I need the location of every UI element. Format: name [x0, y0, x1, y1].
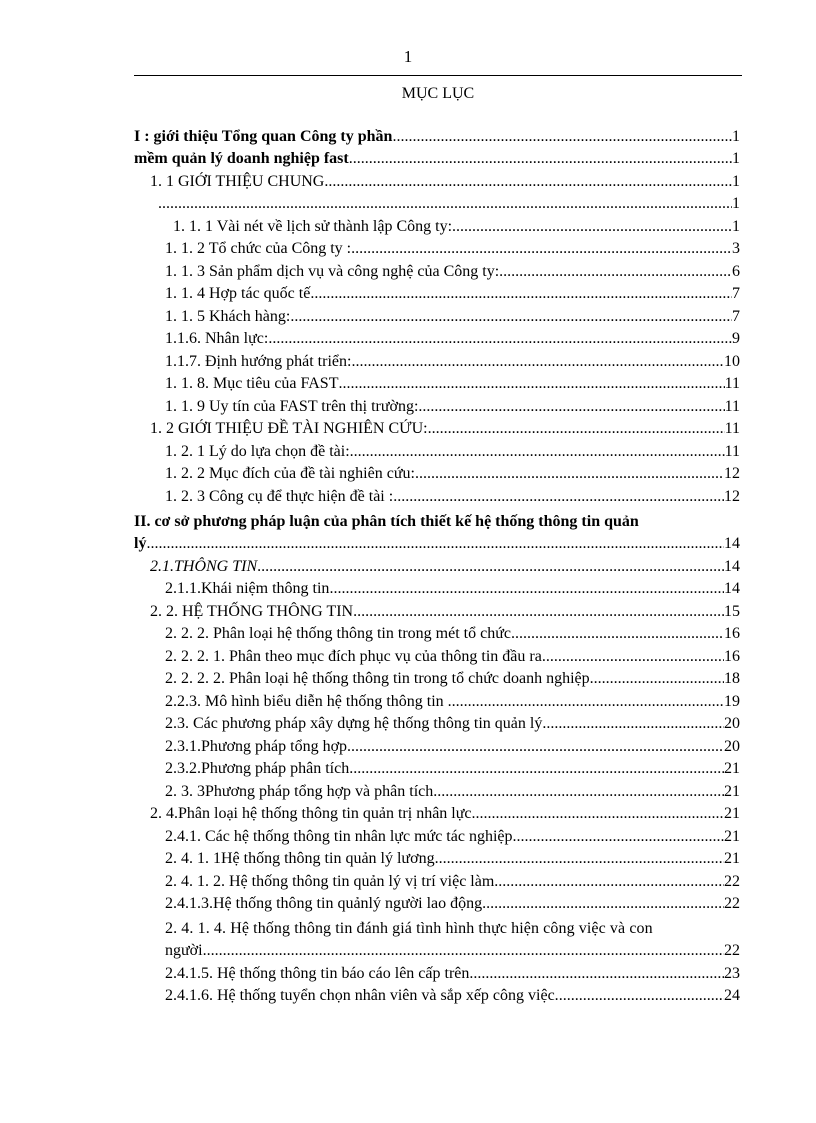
toc-entry-1-2-3[interactable] [165, 486, 740, 508]
toc-leader [290, 306, 732, 328]
toc-entry-1-1-3[interactable] [165, 261, 740, 283]
toc-entry-text: 2.1.1.Khái niệm thông tin [165, 580, 330, 597]
toc-entry-page: 18 [724, 670, 740, 687]
toc-entry-page: 1 [732, 173, 740, 190]
toc-leader [415, 463, 724, 485]
toc-entry-1-1[interactable] [150, 171, 740, 193]
toc-entry-text: người [165, 942, 203, 959]
toc-leader [433, 781, 724, 803]
toc-entry-text: 2. 4. 1. 2. Hệ thống thông tin quản lý vị trí việc làm [165, 873, 495, 890]
toc-entry-2-4[interactable] [150, 803, 740, 825]
toc-entry-text: 1. 2. 1 Lý do lựa chọn đề tài: [165, 443, 350, 460]
toc-leader [314, 283, 732, 305]
toc-leader [542, 713, 724, 735]
toc-entry-page: 21 [724, 760, 740, 777]
toc-entry-part-2-cont[interactable] [134, 533, 740, 555]
toc-entry-text: 2.4.1. Các hệ thống thông tin nhân lực mức tác nghiệp [165, 828, 513, 845]
toc-entry-text: 1. 1. 3 Sản phẩm dịch vụ và công nghệ của Công ty: [165, 263, 500, 280]
toc-entry-page: 7 [732, 285, 740, 302]
toc-leader [392, 126, 732, 148]
header-rule [134, 75, 742, 76]
toc-entry-page: 12 [724, 488, 740, 505]
toc-entry-text: 2. 2. 2. Phân loại hệ thống thông tin trong mét tổ chức [165, 625, 511, 642]
toc-leader [268, 328, 732, 350]
toc-entry-page: 19 [724, 693, 740, 710]
toc-entry-page: 21 [724, 783, 740, 800]
toc-entry-page: 9 [732, 330, 740, 347]
toc-entry-2-3-2[interactable] [165, 758, 740, 780]
toc-entry-2-2-2[interactable] [165, 623, 740, 645]
toc-entry-page: 11 [724, 443, 740, 460]
toc-entry-page: 22 [724, 873, 740, 890]
toc-entry-2-4-1-6[interactable] [165, 985, 740, 1007]
toc-entry-text: 1. 2 GIỚI THIỆU ĐỀ TÀI NGHIÊN CỨU: [150, 420, 428, 437]
toc-title: MỤC LỤC [401, 85, 475, 102]
toc-entry-text: 1. 1. 8. Mục tiêu của FAST [165, 375, 339, 392]
toc-leader [329, 578, 724, 600]
toc-entry-1-2-1[interactable] [165, 441, 740, 463]
toc-entry-page: 11 [724, 420, 740, 437]
toc-leader [328, 171, 732, 193]
toc-entry-1-1-8[interactable] [165, 373, 740, 395]
toc-entry-page: 12 [724, 465, 740, 482]
toc-entry-text: 1. 1. 9 Uy tín của FAST trên thị trường: [165, 398, 419, 415]
toc-leader [499, 261, 732, 283]
toc-entry-page: 14 [724, 580, 740, 597]
toc-leader [494, 871, 724, 893]
toc-entry-part-1-cont[interactable] [134, 148, 740, 170]
toc-leader [349, 148, 732, 170]
toc-leader [203, 940, 724, 962]
toc-entry-text: 1.1.7. Định hướng phát triển: [165, 353, 352, 370]
toc-entry-page: 7 [732, 308, 740, 325]
toc-entry-page: 14 [724, 535, 740, 552]
toc-entry-page: 15 [724, 603, 740, 620]
toc-entry-page: 1 [732, 150, 740, 167]
toc-entry-page: 1 [732, 218, 740, 235]
toc-entry-2-4-1-2[interactable] [165, 871, 740, 893]
toc-leader [347, 736, 724, 758]
toc-leader [418, 396, 724, 418]
toc-entry-2-3-1[interactable] [165, 736, 740, 758]
toc-entry-page: 16 [724, 625, 740, 642]
toc-leader [513, 826, 725, 848]
toc-leader [353, 601, 724, 623]
toc-entry-2-4-1-5[interactable] [165, 963, 740, 985]
toc-leader [146, 533, 724, 555]
toc-entry-1-2[interactable] [150, 418, 740, 440]
toc-leader [594, 668, 724, 690]
toc-entry-text: 1. 2. 3 Công cụ để thực hiện đề tài : [165, 488, 394, 505]
toc-entry-text: 1. 2. 2 Mục đích của đề tài nghiên cứu: [165, 465, 415, 482]
toc-entry-page: 23 [724, 965, 740, 982]
toc-leader [428, 418, 725, 440]
page-number: 1 [403, 47, 413, 66]
toc-leader [338, 373, 724, 395]
toc-entry-page: 22 [724, 895, 740, 912]
toc-entry-text: 2.2.3. Mô hình biểu diễn hệ thống thông tin . [165, 693, 452, 710]
toc-entry-text: 2. 4.Phân loại hệ thống thông tin quản trị nhân lực [150, 805, 472, 822]
toc-entry-text: 2. 4. 1. 1Hệ thống thông tin quản lý lương [165, 850, 435, 867]
toc-entry-text: 2.1.THÔNG TIN [150, 558, 258, 575]
toc-entry-page: 20 [724, 715, 740, 732]
toc-entry-2-1[interactable] [150, 556, 740, 578]
toc-leader [435, 848, 724, 870]
toc-entry-2-1-1[interactable] [165, 578, 740, 600]
toc-leader [452, 691, 724, 713]
toc-leader [472, 803, 724, 825]
toc-entry-text: I : giới thiệu Tổng quan Công ty phần [134, 128, 393, 145]
toc-entry-text: 1. 1. 1 Vài nét về lịch sử thành lập Công ty: [173, 218, 453, 235]
toc-entry-text: mềm quản lý doanh nghiệp fast [134, 150, 349, 167]
toc-entry-part-1[interactable] [134, 126, 740, 148]
toc-entry-page: 16 [724, 648, 740, 665]
toc-entry-2-2-3[interactable] [165, 691, 740, 713]
toc-entry-1-2-2[interactable] [165, 463, 740, 485]
toc-entry-page: 6 [732, 263, 740, 280]
toc-entry-text: 1. 1. 2 Tổ chức của Công ty : [165, 240, 352, 257]
toc-entry-1-1-5[interactable] [165, 306, 740, 328]
toc-entry-2-3[interactable] [165, 713, 740, 735]
toc-entry-page: 11 [724, 398, 740, 415]
toc-entry-page: 1 [732, 195, 740, 212]
toc-entry-page: 14 [724, 558, 740, 575]
toc-entry-text: 2. 2. 2. 2. Phân loại hệ thống thông tin trong tổ chức doanh nghiệp. [165, 670, 594, 687]
toc-entry-2-4-1-1[interactable] [165, 848, 740, 870]
toc-leader [542, 646, 724, 668]
toc-entry-page: 22 [724, 942, 740, 959]
toc-entry-page: 21 [724, 828, 740, 845]
toc-entry-page: 1 [732, 128, 740, 145]
toc-entry-text: 2.3.2.Phương pháp phân tích [165, 760, 350, 777]
toc-leader [393, 486, 724, 508]
toc-entry-text: 2. 3. 3Phương pháp tổng hợp và phân tích [165, 783, 434, 800]
toc-entry-text: 1.1.6. Nhân lực: [165, 330, 269, 347]
toc-entry-text: 1. 1. 5 Khách hàng: [165, 308, 291, 325]
toc-entry-page: 24 [724, 987, 740, 1004]
toc-entry-text: 2.3.1.Phương pháp tổng hợp [165, 738, 348, 755]
toc-leader [351, 351, 724, 373]
toc-entry-text: lý [134, 535, 147, 552]
toc-entry-page: 20 [724, 738, 740, 755]
toc-entry-1-1-7[interactable] [165, 351, 740, 373]
toc-leader [511, 623, 724, 645]
toc-entry-text: 2.4.1.5. Hệ thống thông tin báo cáo lên cấp trên [165, 965, 470, 982]
toc-entry-2-2-2-2[interactable] [165, 668, 740, 690]
toc-entry-text: 2. 2. HỆ THỐNG THÔNG TIN [150, 603, 354, 620]
toc-entry-1-1-4[interactable] [165, 283, 740, 305]
toc-entry-page: 21 [724, 805, 740, 822]
toc-leader [351, 238, 732, 260]
toc-entry-text: 2.3. Các phương pháp xây dựng hệ thống thông tin quản lý [165, 715, 543, 732]
toc-leader [482, 893, 724, 915]
toc-entry-text: 1. 1. 4 Hợp tác quốc tế. [165, 285, 315, 302]
toc-entry-2-2[interactable] [150, 601, 740, 623]
toc-entry-text: 2.4.1.6. Hệ thống tuyển chọn nhân viên và sắp xếp công việc. [165, 987, 559, 1004]
toc-entry-text: 2. 2. 2. 1. Phân theo mục đích phục vụ của thông tin đầu ra [165, 648, 542, 665]
toc-leader [158, 193, 732, 215]
toc-entry-page: 11 [724, 375, 740, 392]
toc-entry-blank[interactable] [158, 193, 740, 215]
toc-leader [469, 963, 724, 985]
toc-entry-2-4-1[interactable] [165, 826, 740, 848]
toc-entry-2-4-1-4[interactable]: 2. 4. 1. 4. Hệ thống thông tin đánh giá tình hình thực hiện công việc và con [165, 920, 653, 937]
toc-leader [350, 441, 725, 463]
toc-leader [559, 985, 724, 1007]
toc-leader [452, 216, 732, 238]
toc-entry-page: 10 [724, 353, 740, 370]
toc-entry-text: 2.4.1.3.Hệ thống thông tin quảnlý người lao động [165, 895, 483, 912]
toc-entry-part-2[interactable]: II. cơ sở phương pháp luận của phân tích thiết kế hệ thống thông tin quản [134, 513, 639, 530]
toc-entry-2-4-1-3[interactable] [165, 893, 740, 915]
toc-entry-1-1-1[interactable] [173, 216, 740, 238]
toc-entry-text: 1. 1 GIỚI THIỆU CHUNG. [150, 173, 329, 190]
toc-entry-page: 3 [732, 240, 740, 257]
toc-leader [257, 556, 724, 578]
toc-entry-2-3-3[interactable] [165, 781, 740, 803]
toc-entry-2-2-2-1[interactable] [165, 646, 740, 668]
toc-entry-1-1-2[interactable] [165, 238, 740, 260]
toc-entry-page: 21 [724, 850, 740, 867]
toc-leader [349, 758, 724, 780]
toc-entry-1-1-6[interactable] [165, 328, 740, 350]
toc-entry-1-1-9[interactable] [165, 396, 740, 418]
toc-entry-2-4-1-4-cont[interactable] [165, 940, 740, 962]
